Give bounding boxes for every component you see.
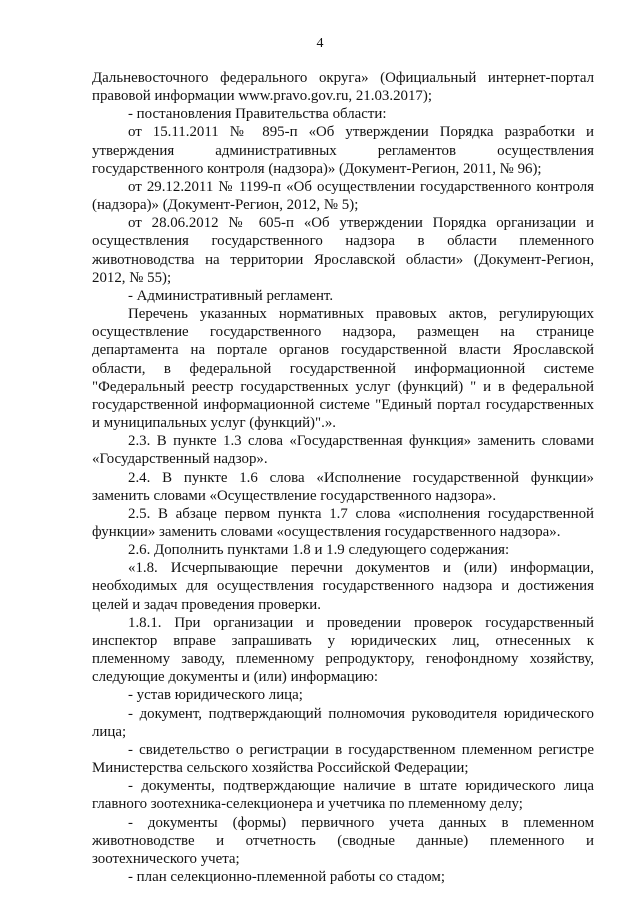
text-line: (надзора)» (Документ-Регион, 2012, № 5);: [92, 197, 359, 213]
text-line: животноводства на территории Ярославской области» (Документ-Регион,: [92, 252, 594, 268]
text-line: 2.4. В пункте 1.6 слова «Исполнение государственной функции»: [128, 470, 594, 486]
text-line: Дальневосточного федерального округа» (Официальный интернет-портал: [92, 70, 594, 86]
text-line: правовой информации www.pravo.gov.ru, 21.03.2017);: [92, 88, 432, 104]
text-line: осуществление государственного надзора, размещен на странице: [92, 324, 594, 340]
page-number: 4: [316, 36, 324, 51]
text-line: «1.8. Исчерпывающие перечни документов и (или) информации,: [128, 560, 594, 576]
text-line: 1.8.1. При организации и проведении проверок государственный: [128, 615, 594, 631]
text-line: 2012, № 55);: [92, 270, 172, 286]
text-line: лица;: [92, 724, 127, 740]
text-line: - документы (формы) первичного учета данных в племенном: [128, 815, 594, 831]
text-line: - устав юридического лица;: [128, 687, 303, 703]
text-line: от 28.06.2012 № 605-п «Об утверждении Порядка организации и: [128, 215, 594, 231]
text-line: Министерства сельского хозяйства Российской Федерации;: [92, 760, 469, 776]
text-line: 2.6. Дополнить пунктами 1.8 и 1.9 следующего содержания:: [128, 542, 510, 558]
text-line: осуществления государственного надзора в области племенного: [92, 233, 594, 249]
text-line: 2.5. В абзаце первом пункта 1.7 слова «исполнения государственной: [128, 506, 594, 522]
text-line: целей и задач проведения проверки.: [92, 597, 321, 613]
text-line: главного зоотехника-селекционера и учетчика по племенному делу;: [92, 796, 523, 812]
text-line: необходимых для осуществления государственного надзора и достижения: [92, 578, 594, 594]
text-line: государственной информационной системе "Единый портал государственных: [92, 397, 594, 413]
text-line: - Административный регламент.: [128, 288, 334, 304]
text-line: - свидетельство о регистрации в государственном племенном регистре: [128, 742, 594, 758]
text-line: «Государственный надзор».: [92, 451, 268, 467]
text-line: области, в федеральной государственной информационной системе: [92, 361, 594, 377]
text-line: племенному заводу, племенному репродуктору, генофондному хозяйству,: [92, 651, 594, 667]
text-line: департамента на портале органов государственной власти Ярославской: [92, 342, 594, 358]
text-line: функции» заменить словами «осуществления государственного надзора».: [92, 524, 561, 540]
text-line: - постановления Правительства области:: [128, 106, 387, 122]
text-line: зоотехнического учета;: [92, 851, 240, 867]
text-line: - документы, подтверждающие наличие в штате юридического лица: [128, 778, 594, 794]
text-line: - документ, подтверждающий полномочия руководителя юридического: [128, 706, 594, 722]
text-line: следующие документы и (или) информацию:: [92, 669, 378, 685]
text-line: утверждения административных регламентов осуществления: [92, 143, 594, 159]
text-line: инспектор вправе запрашивать у юридических лиц, отнесенных к: [92, 633, 594, 649]
text-line: Перечень указанных нормативных правовых актов, регулирующих: [128, 306, 594, 322]
text-line: - план селекционно-племенной работы со стадом;: [128, 869, 445, 885]
text-line: 2.3. В пункте 1.3 слова «Государственная функция» заменить словами: [128, 433, 594, 449]
text-line: государственного контроля (надзора)» (Документ-Регион, 2011, № 96);: [92, 161, 542, 177]
text-line: от 15.11.2011 № 895-п «Об утверждении Порядка разработки и: [128, 124, 594, 140]
text-line: заменить словами «Осуществление государственного надзора».: [92, 488, 497, 504]
text-line: от 29.12.2011 № 1199-п «Об осуществлении государственного контроля: [128, 179, 594, 195]
text-line: и муниципальных услуг (функций)".».: [92, 415, 336, 431]
text-line: животноводстве и отчетность (сводные данные) племенного и: [92, 833, 594, 849]
text-line: "Федеральный реестр государственных услуг (функций) " и в федеральной: [92, 379, 594, 395]
